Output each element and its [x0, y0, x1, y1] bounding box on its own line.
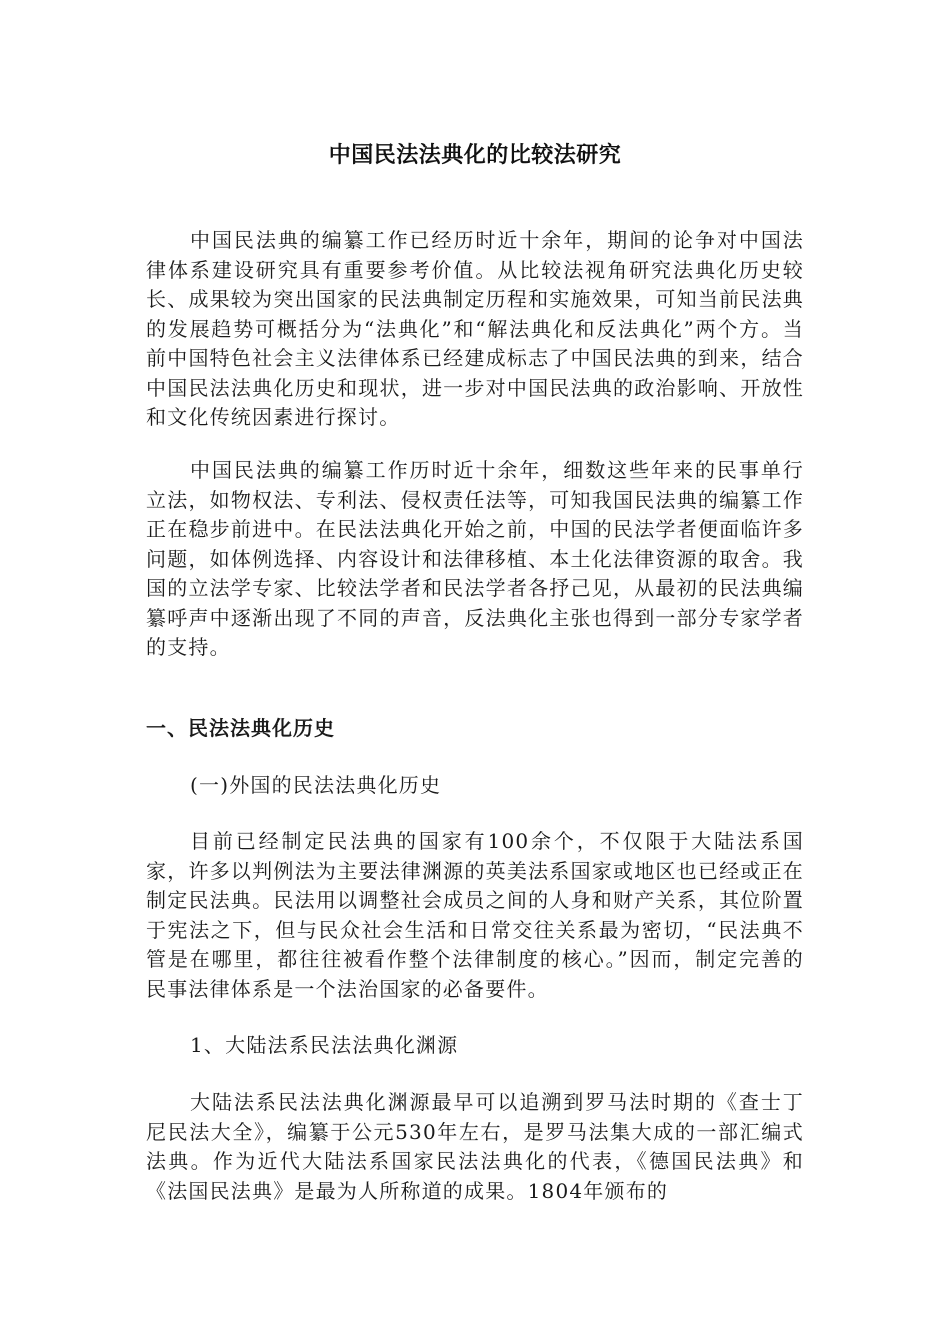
subsection-heading-civil-law: 1、大陆法系民法法典化渊源: [190, 1033, 459, 1057]
subsection-heading-foreign: (一)外国的民法法典化历史: [190, 773, 442, 797]
body-paragraph-foreign: 目前已经制定民法典的国家有100余个，不仅限于大陆法系国家，许多以判例法为主要法律渊源的英美法系国家或地区也已经或正在制定民法典。民法用以调整社会成员之间的人身和财产关系，其位阶置于宪法之下，但与民众社会生活和日常交往关系最为密切，“民法典不管是在哪里，都往往被看作整个法律制度的核心。”因而，制定完善的民事法律体系是一个法治国家的必备要件。: [146, 829, 804, 1001]
document-title: 中国民法法典化的比较法研究: [328, 143, 622, 168]
body-paragraph-civil-law: 大陆法系民法法典化渊源最早可以追溯到罗马法时期的《查士丁尼民法大全》，编纂于公元530年左右，是罗马法集大成的一部汇编式法典。作为近代大陆法系国家民法法典化的代表，《德国民法典》和《法国民法典》是最为人所称道的成果。1804年颁布的: [146, 1090, 804, 1203]
section-heading: 一、民法法典化历史: [146, 716, 335, 740]
intro-paragraph-2: 中国民法典的编纂工作历时近十余年，细数这些年来的民事单行立法，如物权法、专利法、侵权责任法等，可知我国民法典的编纂工作正在稳步前进中。在民法法典化开始之前，中国的民法学者便面临许多问题，如体例选择、内容设计和法律移植、本土化法律资源的取舍。我国的立法学专家、比较法学者和民法学者各抒己见，从最初的民法典编纂呼声中逐渐出现了不同的声音，反法典化主张也得到一部分专家学者的支持。: [146, 458, 804, 659]
intro-paragraph-1: 中国民法典的编纂工作已经历时近十余年，期间的论争对中国法律体系建设研究具有重要参考价值。从比较法视角研究法典化历史较长、成果较为突出国家的民法典制定历程和实施效果，可知当前民法典的发展趋势可概括分为“法典化”和“解法典化和反法典化”两个方。当前中国特色社会主义法律体系已经建成标志了中国民法典的到来，结合中国民法法典化历史和现状，进一步对中国民法典的政治影响、开放性和文化传统因素进行探讨。: [146, 228, 804, 429]
